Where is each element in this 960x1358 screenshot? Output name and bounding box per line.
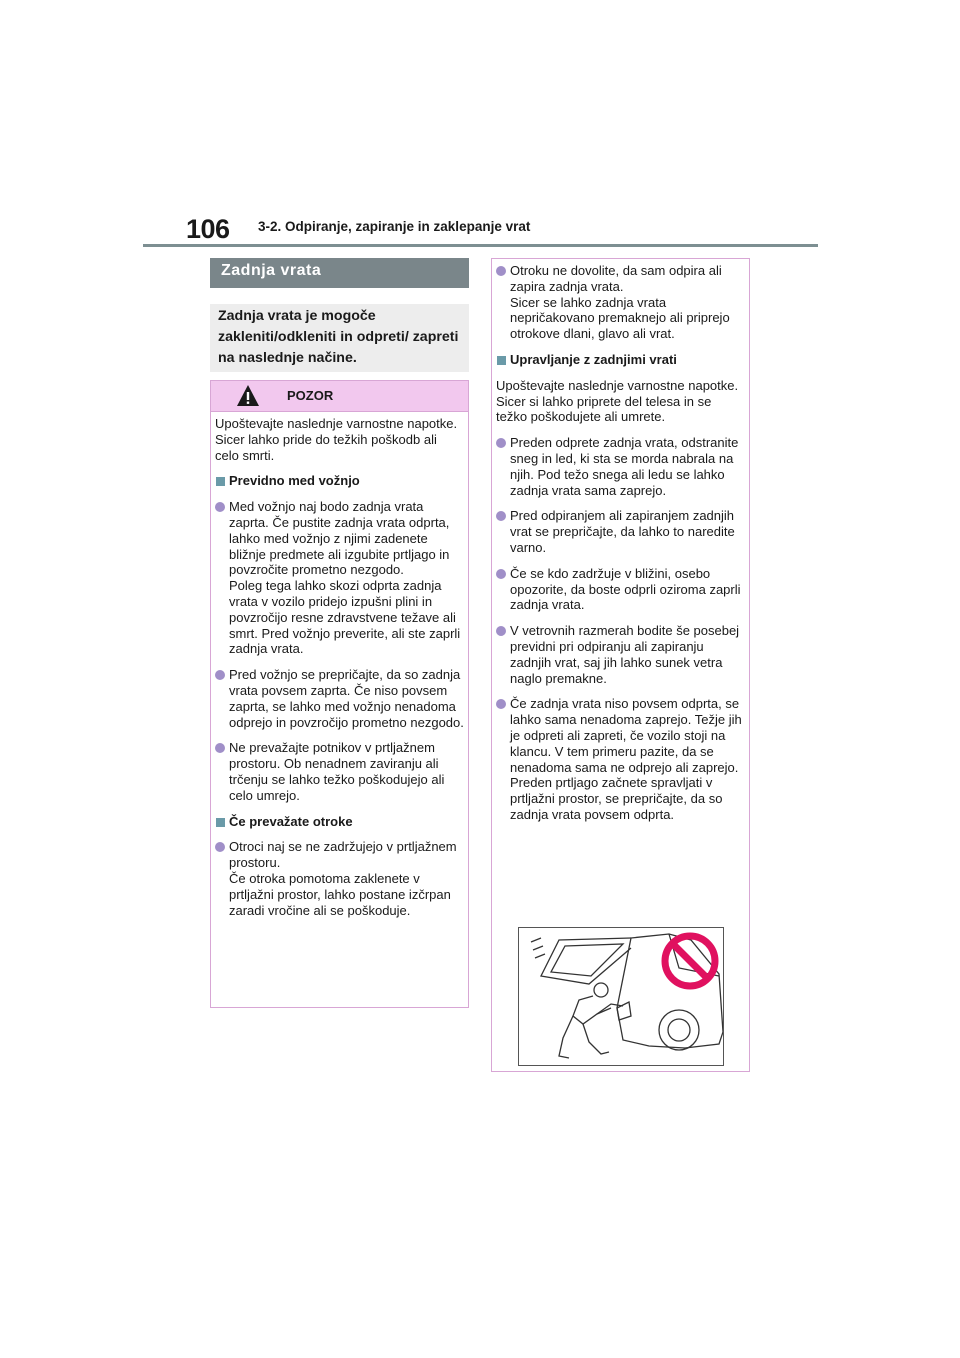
prohibition-icon — [659, 930, 721, 992]
bullet-dot-icon — [496, 626, 506, 636]
list-item — [496, 696, 745, 822]
list-item-text: Otroku ne dovolite, da sam odpira ali zapira zadnja vrata. Sicer se lahko zadnja vrata nepričakovano premaknejo ali priprejo otrokove dlani, glavo ali vrat. — [510, 263, 730, 342]
list-item — [215, 667, 464, 730]
bullet-dot-icon — [496, 511, 506, 521]
subheading — [496, 352, 745, 368]
bullet-dot-icon — [496, 569, 506, 579]
paragraph: Upoštevajte naslednje varnostne napotke. Sicer si lahko priprete del telesa in se težko poškodujete ali umrete. — [496, 377, 739, 425]
bullet-dot-icon — [496, 266, 506, 276]
list-item — [496, 623, 745, 686]
chapter-title: 3-2. Odpiranje, zapiranje in zaklepanje vrat — [258, 219, 531, 234]
list-item — [496, 263, 745, 342]
list-item-text: Med vožnjo naj bodo zadnja vrata zaprta. Če pustite zadnja vrata odprta, lahko med vožnjo z njimi zadenete bližnje predmete ali izgubite prtljago in povzročite prometno nezgodo. Poleg tega lahko skozi odprta zadnja vrata v vozilo pridejo izpušni plini in povzročijo resne zdravstvene težave ali smrt. Pred vožnjo preverite, ali ste zaprli zadnja vrata. — [229, 499, 461, 657]
list-item — [496, 566, 745, 613]
list-item-text: Če zadnja vrata niso povsem odprta, se lahko sama nenadoma zaprejo. Težje jih je odpreti ali zapreti, če vozilo stoji na klancu. V tem primeru pazite, da se nenadoma sama ne odprejo ali zaprejo. Preden prtljago začnete spravljati v prtljažni prostor, se prepričajte, da so zadnja vrata povsem odprta. — [510, 696, 742, 822]
bullet-dot-icon — [215, 842, 225, 852]
bullet-dot-icon — [215, 670, 225, 680]
list-item-text: Pred odpiranjem ali zapiranjem zadnjih vrat se prepričajte, da lahko to naredite varno. — [510, 508, 735, 555]
list-item — [215, 740, 464, 803]
bullet-dot-icon — [496, 699, 506, 709]
warning-intro: Upoštevajte naslednje varnostne napotke. Sicer lahko pride do težkih poškodb ali celo smrti. — [215, 416, 458, 463]
page-number: 106 — [186, 214, 230, 244]
square-bullet-icon — [216, 818, 225, 827]
subheading-text: Če prevažate otroke — [229, 813, 353, 829]
list-item-text: Otroci naj se ne zadržujejo v prtljažnem prostoru. Če otroka pomotoma zaklenete v prtljažni prostor, lahko postane izčrpan zaradi vročine ali se poškoduje. — [229, 839, 457, 918]
intro-box — [210, 304, 469, 372]
square-bullet-icon — [497, 356, 506, 365]
list-item — [215, 499, 464, 657]
list-item-text: Ne prevažajte potnikov v prtljažnem prostoru. Ob nenadnem zaviranju ali trčenju se lahko težko poškodujejo ali celo umrejo. — [229, 740, 445, 803]
list-item — [496, 508, 745, 555]
list-item-text: Preden odprete zadnja vrata, odstranite sneg in led, ki sta se morda nabrala na njih. Pod težo snega ali ledu se lahko zadnja vrata sama zaprejo. — [510, 435, 739, 498]
warning-continuation-box — [491, 258, 750, 1072]
list-item-text: Če se kdo zadržuje v bližini, osebo opozorite, da boste odprli oziroma zaprli zadnja vrata. — [510, 565, 741, 613]
list-item-text: V vetrovnih razmerah bodite še posebej previdni pri odpiranju ali zapiranju zadnjih vrat, saj jih lahko sunek vetra naglo premakne. — [510, 623, 740, 686]
tailgate-illustration — [518, 927, 724, 1066]
section-title: Zadnja vrata — [210, 258, 469, 288]
subheading — [215, 473, 464, 489]
header-divider — [143, 244, 818, 247]
subheading-text: Upravljanje z zadnjimi vrati — [510, 351, 677, 367]
list-item-text: Pred vožnjo se prepričajte, da so zadnja vrata povsem zaprta. Če niso povsem zaprta, se lahko med vožnjo nenadoma odprejo in povzročijo prometno nezgodo. — [229, 667, 464, 730]
subheading — [215, 814, 464, 830]
bullet-dot-icon — [496, 438, 506, 448]
list-item — [496, 435, 745, 498]
bullet-dot-icon — [215, 502, 225, 512]
square-bullet-icon — [216, 477, 225, 486]
list-item — [215, 839, 464, 918]
warning-header — [211, 381, 468, 412]
bullet-dot-icon — [215, 743, 225, 753]
intro-text: Zadnja vrata je mogoče zakleniti/odkleniti in odpreti/ zapreti na naslednje načine. — [218, 308, 459, 366]
warning-label: POZOR — [287, 388, 334, 403]
warning-triangle-icon — [236, 384, 260, 407]
warning-box — [210, 380, 469, 1008]
subheading-text: Previdno med vožnjo — [229, 473, 360, 489]
